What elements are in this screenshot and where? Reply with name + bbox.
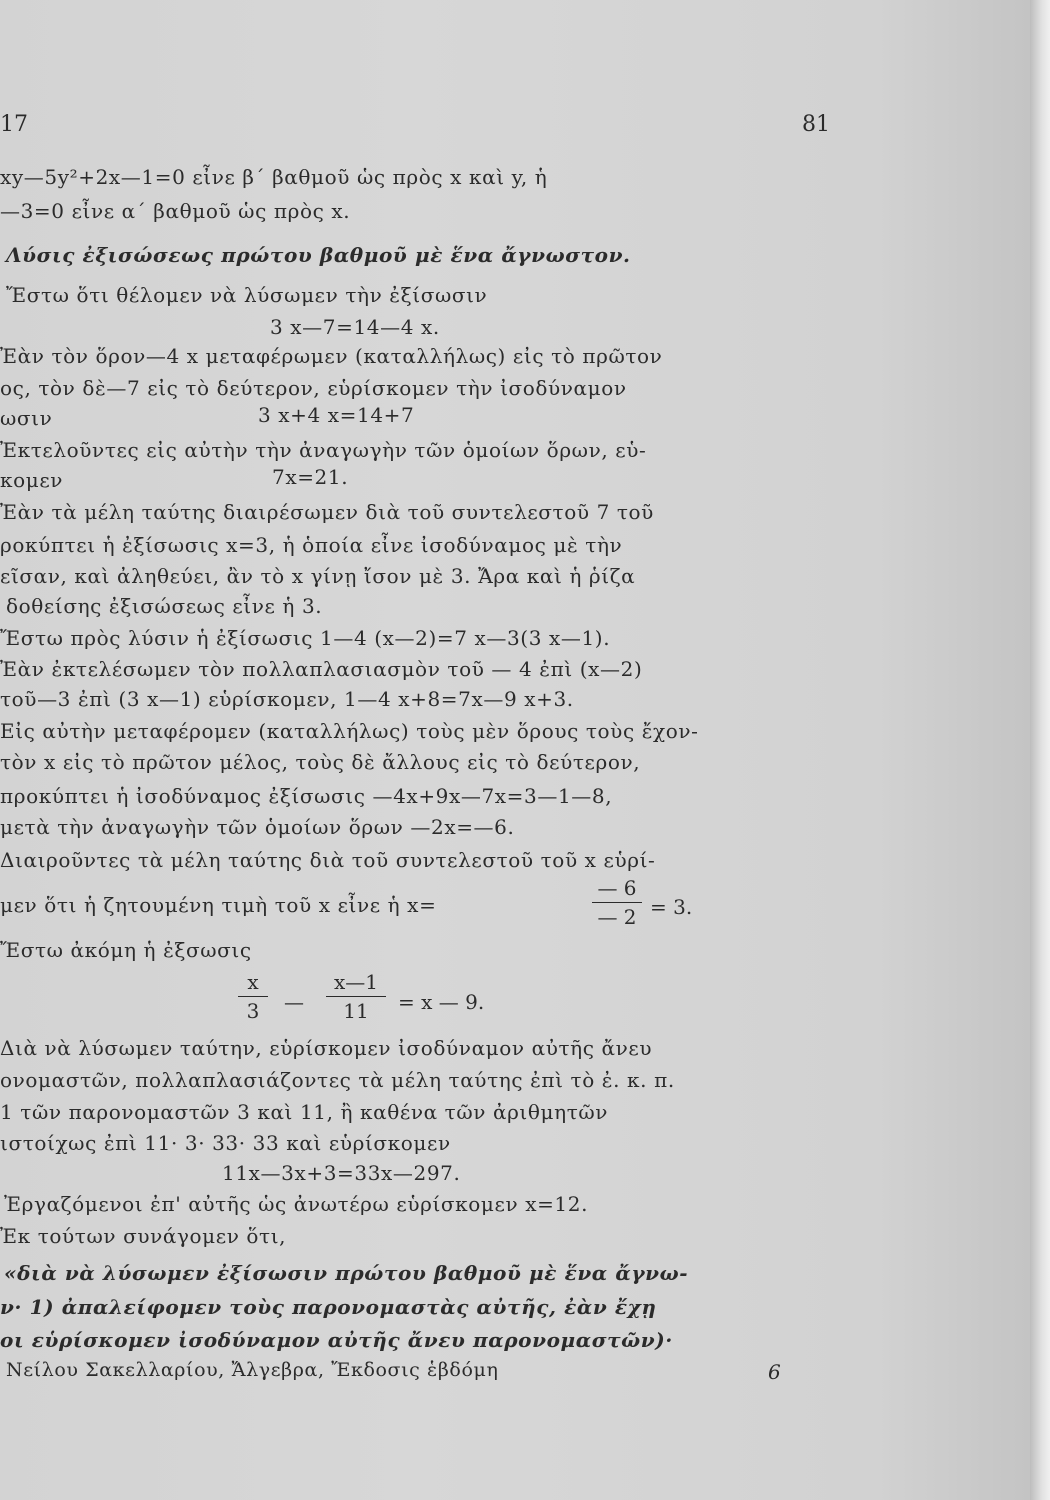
text-line: Ἐὰν τὰ μέλη ταύτης διαιρέσωμεν διὰ τοῦ συντελεστοῦ 7 τοῦ <box>0 500 654 524</box>
text-line: Ἐὰν ἐκτελέσωμεν τὸν πολλαπλασιασμὸν τοῦ — 4 ἐπὶ (x—2) <box>0 657 643 681</box>
rule-text: οι εὑρίσκομεν ἰσοδύναμον αὐτῆς ἄνευ παρονομαστῶν)· <box>0 1328 673 1352</box>
equation-line: 3 x+4 x=14+7 <box>258 403 415 427</box>
text-line: ωσιν <box>0 406 53 430</box>
fraction-denominator: — 2 <box>597 905 637 929</box>
fraction-bar <box>238 996 268 997</box>
fraction-numerator: x <box>247 970 259 994</box>
rule-text: ν· 1) ἀπαλείφομεν τοὺς παρονομαστὰς αὐτῆς, ἐὰν ἔχῃ <box>0 1295 657 1319</box>
text-line: Ἐκτελοῦντες εἰς αὐτὴν τὴν ἀναγωγὴν τῶν ὁμοίων ὅρων, εὑ- <box>0 438 647 462</box>
minus-sign: — <box>284 990 304 1014</box>
text-line: Ἔστω ὅτι θέλομεν νὰ λύσωμεν τὴν ἐξίσωσιν <box>6 283 488 307</box>
text-line: εῖσαν, καὶ ἀληθεύει, ἂν τὸ x γίνῃ ἴσον μὲ 3. Ἄρα καὶ ἡ ῥίζα <box>0 564 636 588</box>
text-line: Ἐὰν τὸν ὅρον—4 x μεταφέρωμεν (καταλλήλως) εἰς τὸ πρῶτον <box>0 344 663 368</box>
fraction-denominator: 11 <box>343 999 369 1023</box>
page-number: 81 <box>802 112 830 137</box>
text-line: Εἰς αὐτὴν μεταφέρομεν (καταλλήλως) τοὺς μὲν ὅρους τοὺς ἔχον- <box>0 719 699 743</box>
text-line: ροκύπτει ἡ ἐξίσωσις x=3, ἡ ὁποία εἶνε ἰσοδύναμος μὲ τὴν <box>0 533 623 557</box>
text-line: προκύπτει ἡ ἰσοδύναμος ἐξίσωσις —4x+9x—7x=3—1—8, <box>0 784 613 808</box>
text-line: κομεν <box>0 468 64 492</box>
text-line: δοθείσης ἐξισώσεως εἶνε ἡ 3. <box>6 594 323 618</box>
rule-text: «διὰ νὰ λύσωμεν ἐξίσωσιν πρώτου βαθμοῦ μὲ ἕνα ἄγνω- <box>4 1261 689 1285</box>
equation-line: 3 x—7=14—4 x. <box>270 315 440 339</box>
fraction-bar <box>326 996 386 997</box>
text-line: Διαιροῦντες τὰ μέλη ταύτης διὰ τοῦ συντελεστοῦ τοῦ x εὑρί- <box>0 848 656 872</box>
page-edge <box>1030 0 1050 1500</box>
fraction-numerator: x—1 <box>333 970 378 994</box>
text-line: ονομαστῶν, πολλαπλασιάζοντες τὰ μέλη ταύτης ἐπὶ τὸ ἐ. κ. π. <box>0 1068 675 1092</box>
text-line: τὸν x εἰς τὸ πρῶτον μέλος, τοὺς δὲ ἄλλους εἰς τὸ δεύτερον, <box>0 750 641 774</box>
text-line: ος, τὸν δὲ—7 εἰς τὸ δεύτερον, εὑρίσκομεν τὴν ἰσοδύναμον <box>0 376 627 400</box>
text-line: —3=0 εἶνε α΄ βαθμοῦ ὡς πρὸς x. <box>0 199 351 223</box>
header-left: 17 <box>0 112 28 137</box>
fraction-result: = 3. <box>650 895 693 919</box>
footer-signature-text: Νείλου Σακελλαρίου, Ἄλγεβρα, Ἔκδοσις ἑβδόμη <box>6 1359 499 1381</box>
text-line: ιστοίχως ἐπὶ 11· 3· 33· 33 καὶ εὑρίσκομεν <box>0 1131 451 1155</box>
text-line: μετὰ τὴν ἀναγωγὴν τῶν ὁμοίων ὅρων —2x=—6. <box>0 815 515 839</box>
fraction <box>592 876 642 929</box>
text-line: Ἐκ τούτων συνάγομεν ὅτι, <box>0 1224 287 1248</box>
fraction <box>238 970 268 1023</box>
text-line: μεν ὅτι ἡ ζητουμένη τιμὴ τοῦ x εἶνε ἡ x= <box>0 893 437 917</box>
text-line: Διὰ νὰ λύσωμεν ταύτην, εὑρίσκομεν ἰσοδύναμον αὐτῆς ἄνευ <box>0 1036 653 1060</box>
text-line: xy—5y²+2x—1=0 εἶνε β΄ βαθμοῦ ὡς πρὸς x καὶ y, ἡ <box>0 165 548 189</box>
text-line: τοῦ—3 ἐπὶ (3 x—1) εὑρίσκομεν, 1—4 x+8=7x—9 x+3. <box>0 687 574 711</box>
equation-line: 7x=21. <box>272 465 349 489</box>
equation-rhs: = x — 9. <box>398 990 485 1014</box>
text-line: Ἔστω ἀκόμη ἡ ἐξσωσις <box>0 938 252 962</box>
text-line: 1 τῶν παρονομαστῶν 3 καὶ 11, ἢ καθένα τῶν ἀριθμητῶν <box>0 1100 609 1124</box>
fraction-numerator: — 6 <box>597 876 637 900</box>
section-heading: Λύσις ἐξισώσεως πρώτου βαθμοῦ μὲ ἕνα ἄγνωστον. <box>6 243 631 267</box>
fraction <box>326 970 386 1023</box>
equation-line: 11x—3x+3=33x—297. <box>222 1161 461 1185</box>
fraction-denominator: 3 <box>246 999 260 1023</box>
signature-mark: 6 <box>768 1360 781 1384</box>
fraction-bar <box>592 902 642 903</box>
text-line: Ἔστω πρὸς λύσιν ἡ ἐξίσωσις 1—4 (x—2)=7 x—3(3 x—1). <box>0 626 611 650</box>
text-line: Ἐργαζόμενοι ἐπ' αὐτῆς ὡς ἀνωτέρω εὑρίσκομεν x=12. <box>4 1192 589 1216</box>
